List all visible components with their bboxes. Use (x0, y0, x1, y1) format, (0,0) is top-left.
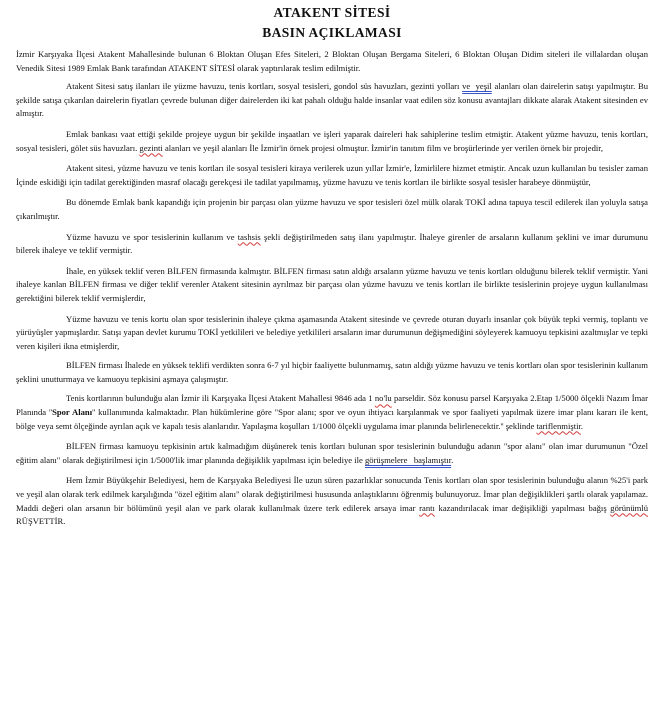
paragraph-10-spell-mark-2: tariflenmiştir (536, 420, 581, 431)
paragraph-9 (16, 359, 651, 386)
paragraph-12-text-e: RÜŞVETTİR. (16, 502, 651, 527)
paragraph-4-text: Atakent sitesi, yüzme havuzu ve tenis kortları ile sosyal tesisleri kiraya verilerek uzun yıllar İzmir'e, İzmirlilere hizmet etmiştir. Ancak uzun kullanılan bu tesisler zaman İçinde eskidiği için tadilat gerektiğinden masraf olacağı gerekçesi ile tadilat yapılmamış, yüzme havuzu ve tenis kortları ile birlikte sosyal tesisler harabeye dönmüştür, (16, 163, 651, 187)
paragraph-4 (16, 162, 651, 189)
paragraph-7 (16, 265, 651, 306)
paragraph-2 (16, 80, 651, 121)
paragraph-6-spell-mark: tashsis (237, 231, 261, 242)
paragraph-2-grammar-mark: ve yeşil (462, 81, 492, 92)
paragraph-9-text: BİLFEN firması İhalede en yüksek teklifi verdikten sonra 6-7 yıl hiçbir faaliyette bulunmamış, satın aldığı yüzme havuzu ve tenis kortları olan spor tesislerinin kullanım şeklini unutturmaya ve kamuoyu tepkisini aşmaya çalışmıştır. (16, 360, 651, 384)
paragraph-11-text-a: BİLFEN firması kamuoyu tepkisinin artık kalmadığım düşünerek tenis kortları bulunan spor tesislerinin bulunduğu adanın "spor alanı" olan imar durumunun "Özel eğitim alanı" olarak değiştirilmesi için 1/5000'lik imar planında değişiklik yapılması için belediye ile (16, 441, 651, 465)
paragraph-12-text-c: kazandırılacak imar değişikliği yapılması bağış (434, 502, 611, 513)
paragraph-11-text-c: . (451, 454, 454, 465)
paragraph-5-text: Bu dönemde Emlak bank kapandığı için projenin bir parçası olan yüzme havuzu ve spor tesisleri özel mülk olarak TOKİ adına tapuya tescil edilerek ilan yoluyla satışa çıkarılmıştır. (16, 197, 651, 221)
paragraph-10-bold-term: Spor Alanı (52, 407, 93, 418)
paragraph-10 (16, 392, 651, 433)
paragraph-1 (16, 48, 648, 75)
paragraph-7-text: İhale, en yüksek teklif veren BİLFEN firmasında kalmıştır. BİLFEN firması satın aldığı arsaların yüzme havuzu ve tenis kortları olduğunu bilerek teklif vermiştir. Yani ihaleye kanlan BİLFEN firması ve diğer teklif verenler Atakent sitesinin ayrılmaz bir parçası olan yüzme havuzu ve tenis kortları ile birlikte tesislerinin projeye uygun kullanılması gerektiğini bilerek teklif vermişlerdir, (16, 265, 651, 303)
paragraph-3-text-c: alanları ve yeşil alanları İle İzmir'in örnek projesi olmuştur. İzmir'in tanıtım film ve broşürlerinde yer verilen örnek bir projedir, (162, 142, 603, 153)
paragraph-3-spell-mark: gezinti (139, 142, 163, 153)
paragraph-10-text-a: Tenis kortlarının bulunduğu alan İzmir ili Karşıyaka İlçesi Atakent Mahallesi 9846 ada 1 (66, 393, 375, 404)
paragraph-6 (16, 231, 651, 258)
paragraph-3 (16, 128, 651, 155)
paragraph-5 (16, 196, 651, 223)
paragraph-11 (16, 440, 651, 467)
paragraph-12-spell-mark-2: görünümlü (610, 502, 648, 513)
document-subtitle: BASIN AÇIKLAMASI (262, 25, 402, 40)
paragraph-11-grammar-mark: görüşmelere başlamıştır (364, 454, 452, 465)
paragraph-6-text-c: şekli değiştirilmeden satış ilanı yapılmıştır. İhaleye girenler de arsaların kullanım şeklini ve imar durumunu bilerek ihaleye ve teklif vermiştir. (16, 231, 651, 256)
paragraph-1-text: İzmir Karşıyaka İlçesi Atakent Mahallesinde bulunan 6 Bloktan Oluşan Efes Siteleri, 2 Bloktan Oluşan Bergama Siteleri, 6 Bloktan Oluşan Didim siteleri ile villalardan oluşan Venedik Sitesi 1989 Emlak Bank tarafından ATAKENT SİTESİ olarak yaptırılarak teslim edilmiştir. (16, 49, 650, 73)
paragraph-2-text-c: alanları olan dairelerin satışı yapılmıştır. Bu şekilde satışa çıkarılan dairelerin fiyatları çevrede bulunan diğer dairelerden iki kat pahalı olduğu halde insanlar vaat edilen söz konusu avantajları dikkate alarak Atakent sitesinden ev almıştır. (16, 81, 651, 119)
paragraph-10-text-g: . (580, 420, 584, 431)
paragraph-10-text-c: parseldir. Söz konusu parsel Karşıyaka 2.Etap 1/5000 ölçekli Nazım İmar Planında '' (16, 393, 651, 418)
paragraph-10-spell-mark-1: no'lu (374, 393, 392, 404)
paragraph-8 (16, 313, 651, 354)
paragraph-12-text-a: Hem İzmir Büyükşehir Belediyesi, hem de Karşıyaka Belediyesi İle uzun süren pazarlıklar sonucunda Tenis kortları olan spor tesislerinin bulunduğu alanın %25'i park ve yeşil alan olarak terk edilmek karşılığında "özel eğitim alanı" olarak değiştirilmesi hususunda anlaştıklarını öğrenmiş bulunuyoruz. İmar plan değişiklikleri şartlı olarak yapılamaz. Maddi değeri olan arsanın bir bölümünü yeşil alan ve park olarak kullanılmak üzere terk edilerek arsaya imar (16, 475, 651, 513)
paragraph-6-text-a: Yüzme havuzu ve spor tesislerinin kullanım ve (66, 231, 238, 242)
document-title: ATAKENT SİTESİ (273, 5, 391, 20)
paragraph-2-text-a: Atakent Sitesi satış ilanları ile yüzme havuzu, tenis kortları, sosyal tesisleri, gondol süs havuzları, gezinti yolları (66, 81, 463, 92)
paragraph-8-text: Yüzme havuzu ve tenis kortu olan spor tesislerinin ihaleye çıkma aşamasında Atakent sitesinde ve çevrede oturan duyarlı insanlar çok büyük tepki vermiş, toplantı ve yürüyüşler yapmışlardır. Satışı yapan devlet kurumu TOKİ yetkilileri ve belediye yetkilileri arsaların imar durumunun değişmediğini söyleyerek kamuoyu tepkisini azaltmışlar ve tepki veren kişileri ikna etmişlerdir, (16, 313, 651, 351)
paragraph-10-text-e: '' kullanımında kalmaktadır. Plan hükümlerine göre "Spor alanı; spor ve oyun ihtiyacı karşılanmak ve spor faaliyeti yapılmak üzere imar planı kararı ile kent, bölge veya semt ölçeğinde ayrılan açık ve kapalı tesis alanlarıdır. Yapılaşma koşulları 1/1000 ölçekli uygulama imar planında belirlenecektir.'' şeklinde (16, 407, 651, 431)
paragraph-12 (16, 474, 651, 528)
paragraph-12-spell-mark-1: rantı (419, 502, 435, 513)
paragraph-3-text-a: Emlak bankası vaat ettiği şekilde projeye uygun bir şekilde inşaatları ve işleri yaparak daireleri hak sahiplerine teslim etmiştir. Atakent yüzme havuzu, tenis kortları, sosyal tesisleri, gölet süs havuzları. (16, 128, 651, 153)
